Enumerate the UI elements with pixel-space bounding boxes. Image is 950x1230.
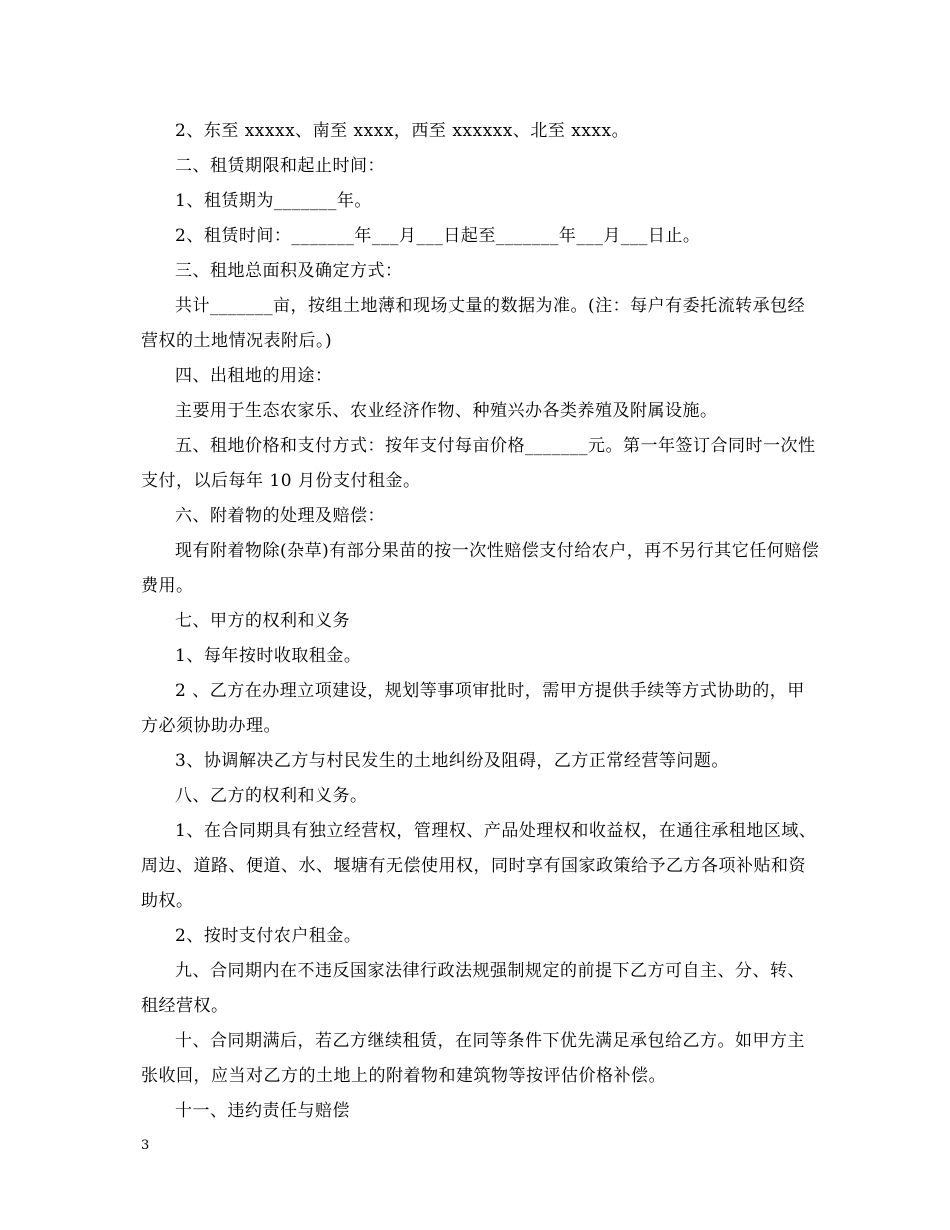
paragraph: 2、东至 xxxxx、南至 xxxx，西至 xxxxxx、北至 xxxx。 <box>175 121 630 141</box>
paragraph: 九、合同期内在不违反国家法律行政法规强制规定的前提下乙方可自主、分、转、租经营权。 <box>141 961 805 1016</box>
paragraph: 3、协调解决乙方与村民发生的土地纠纷及阻碍，乙方正常经营等问题。 <box>175 751 729 771</box>
paragraph: 现有附着物除(杂草)有部分果苗的按一次性赔偿支付给农户，再不另行其它任何赔偿费用。 <box>141 541 820 596</box>
section-heading: 六、附着物的处理及赔偿： <box>175 506 385 526</box>
section-heading: 七、甲方的权利和义务 <box>175 611 350 631</box>
paragraph: 五、租地价格和支付方式：按年支付每亩价格_______元。第一年签订合同时一次性支付，以后每年 10 月份支付租金。 <box>141 436 816 491</box>
section-heading: 四、出租地的用途： <box>175 366 333 386</box>
section-heading: 二、租赁期限和起止时间： <box>175 156 385 176</box>
paragraph: 2、租赁时间：_______年___月___日起至_______年___月___日止。 <box>175 226 701 246</box>
section-heading: 三、租地总面积及确定方式： <box>175 261 403 281</box>
paragraph: 2、按时支付农户租金。 <box>175 926 362 946</box>
paragraph: 1、在合同期具有独立经营权，管理权、产品处理权和收益权，在通往承租地区域、周边、道路、便道、水、堰塘有无偿使用权，同时享有国家政策给予乙方各项补贴和资助权。 <box>141 821 817 911</box>
document-body <box>141 114 821 1129</box>
paragraph: 主要用于生态农家乐、农业经济作物、种殖兴办各类养殖及附属设施。 <box>175 401 718 421</box>
paragraph: 2 、乙方在办理立项建设，规划等事项审批时，需甲方提供手续等方式协助的，甲方必须协助办理。 <box>141 681 805 736</box>
paragraph: 1、租赁期为_______年。 <box>175 191 372 211</box>
paragraph: 1、每年按时收取租金。 <box>175 646 362 666</box>
page-number: 3 <box>141 1138 150 1153</box>
paragraph: 共计_______亩，按组土地薄和现场丈量的数据为准。(注：每户有委托流转承包经营权的土地情况表附后。) <box>141 296 806 351</box>
paragraph: 十、合同期满后，若乙方继续租赁，在同等条件下优先满足承包给乙方。如甲方主张收回，应当对乙方的土地上的附着物和建筑物等按评估价格补偿。 <box>141 1031 805 1086</box>
section-heading: 八、乙方的权利和义务。 <box>175 786 368 806</box>
section-heading: 十一、违约责任与赔偿 <box>175 1101 350 1121</box>
